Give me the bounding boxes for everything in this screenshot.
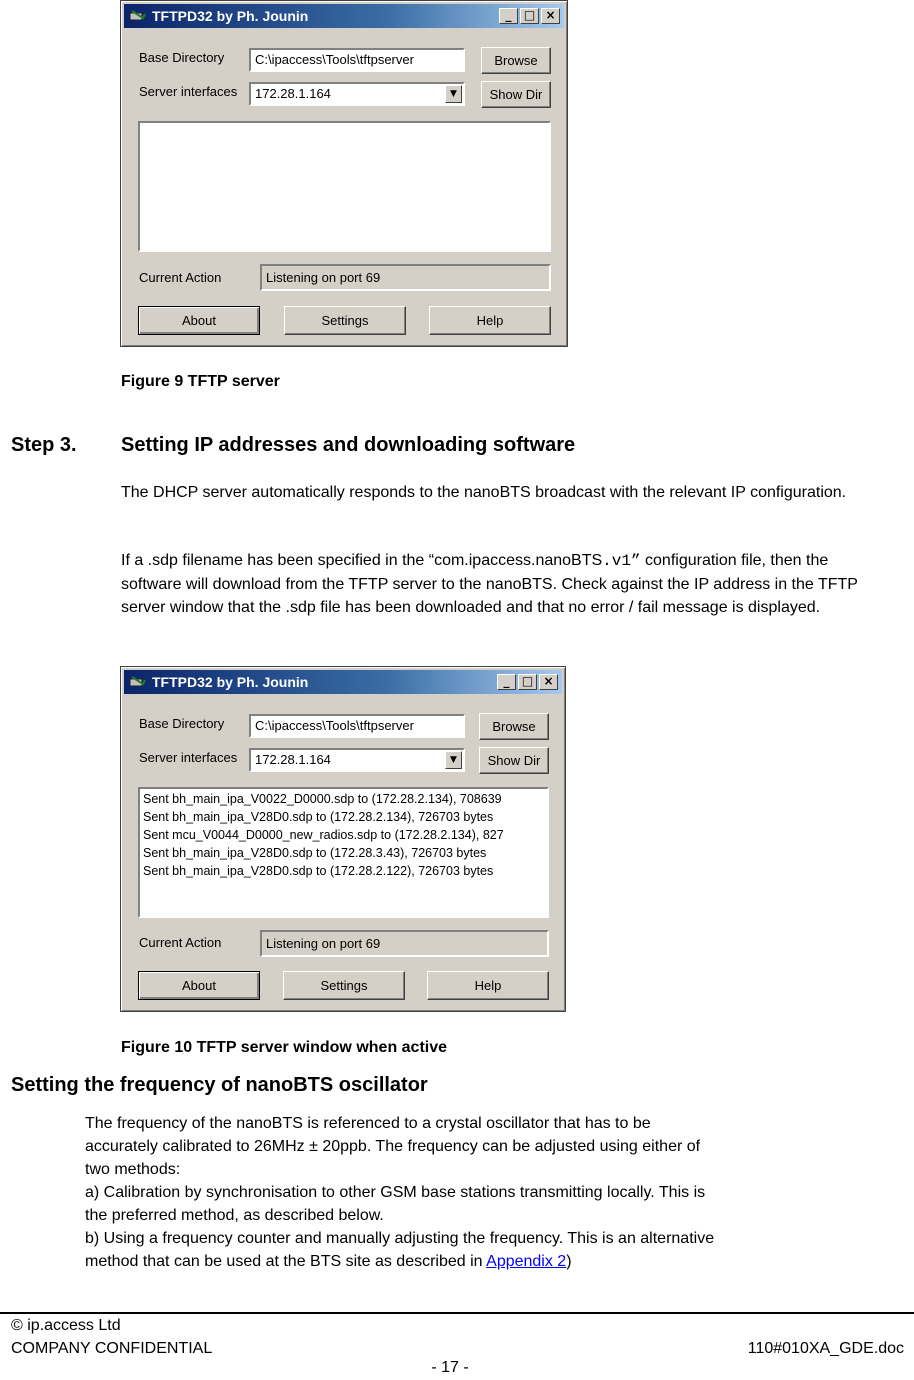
window-titlebar[interactable]	[124, 670, 562, 694]
footer-doc-id: 110#010XA_GDE.doc	[747, 1340, 904, 1357]
tftpd-app-icon	[129, 9, 147, 23]
help-button[interactable]: Help	[427, 971, 549, 1000]
base-directory-label: Base Directory	[139, 50, 225, 65]
footer-rule	[0, 1312, 914, 1314]
window-title: TFTPD32 by Ph. Jounin	[152, 674, 309, 690]
dropdown-arrow-icon[interactable]: ▼	[445, 85, 462, 103]
close-button[interactable]: ×	[539, 674, 558, 690]
oscillator-line: two methods:	[85, 1161, 181, 1178]
server-interfaces-value: 172.28.1.164	[255, 752, 331, 767]
log-line: Sent mcu_V0044_D0000_new_radios.sdp to (172.28.2.134), 827	[143, 828, 504, 842]
server-interfaces-value: 172.28.1.164	[255, 86, 331, 101]
base-directory-label: Base Directory	[139, 716, 225, 731]
log-line: Sent bh_main_ipa_V0022_D0000.sdp to (172.28.2.134), 708639	[143, 792, 502, 806]
step3-paragraph-1: The DHCP server automatically responds to the nanoBTS broadcast with the relevant IP configuration.	[121, 484, 847, 501]
oscillator-line: the preferred method, as described below.	[85, 1207, 384, 1224]
maximize-button[interactable]: □	[520, 8, 539, 24]
footer-page-number: - 17 -	[431, 1359, 469, 1376]
about-button[interactable]: About	[138, 306, 260, 335]
oscillator-line-last	[85, 1250, 895, 1273]
current-action-field: Listening on port 69	[260, 264, 551, 291]
oscillator-line-text: method that can be used at the BTS site as described in	[85, 1253, 487, 1270]
minimize-button[interactable]: _	[499, 8, 518, 24]
settings-button[interactable]: Settings	[284, 306, 406, 335]
base-directory-field[interactable]: C:\ipaccess\Tools\tftpserver	[249, 714, 465, 738]
server-interfaces-label: Server interfaces	[139, 750, 238, 765]
config-file-extension: .v1”	[602, 552, 641, 570]
server-interfaces-label: Server interfaces	[139, 84, 238, 99]
closing-paren: )	[566, 1253, 572, 1270]
current-action-label: Current Action	[139, 935, 222, 950]
server-interfaces-select[interactable]	[249, 748, 465, 772]
dropdown-arrow-icon[interactable]: ▼	[445, 751, 462, 769]
tftpd32-window-idle	[120, 0, 568, 347]
footer-copyright: © ip.access Ltd	[11, 1317, 121, 1334]
figure-10-caption: Figure 10 TFTP server window when active	[121, 1039, 448, 1056]
log-line: Sent bh_main_ipa_V28D0.sdp to (172.28.3.43), 726703 bytes	[143, 846, 487, 860]
oscillator-line: a) Calibration by synchronisation to other GSM base stations transmitting locally. This is	[85, 1184, 706, 1201]
log-line: Sent bh_main_ipa_V28D0.sdp to (172.28.2.134), 726703 bytes	[143, 810, 494, 824]
transfer-log[interactable]	[138, 787, 549, 918]
browse-button[interactable]: Browse	[481, 47, 551, 74]
server-interfaces-select[interactable]	[249, 82, 465, 106]
figure-9-caption: Figure 9 TFTP server	[121, 373, 280, 390]
oscillator-line: The frequency of the nanoBTS is referenced to a crystal oscillator that has to be	[85, 1115, 651, 1132]
step3-para2-rest: configuration file, then the software will download from the TFTP server to the nanoBTS. Check against the IP address in the TFTP server window that the .sdp file has been downloaded and that no error / fail message is displayed.	[121, 552, 858, 616]
oscillator-line: accurately calibrated to 26MHz ± 20ppb. The frequency can be adjusted using either of	[85, 1138, 701, 1155]
step-title: Setting IP addresses and downloading software	[121, 434, 576, 456]
window-titlebar[interactable]	[124, 4, 564, 28]
settings-button[interactable]: Settings	[283, 971, 405, 1000]
log-line: Sent bh_main_ipa_V28D0.sdp to (172.28.2.122), 726703 bytes	[143, 864, 494, 878]
show-dir-button[interactable]: Show Dir	[481, 81, 551, 108]
step3-paragraph-2	[121, 549, 891, 619]
close-button[interactable]: ×	[541, 8, 560, 24]
tftpd-app-icon	[129, 675, 147, 689]
maximize-button[interactable]: □	[518, 674, 537, 690]
browse-button[interactable]: Browse	[479, 713, 549, 740]
step3-para2-text: If a .sdp filename has been specified in the “com.ipaccess.nanoBTS	[121, 552, 603, 569]
help-button[interactable]: Help	[429, 306, 551, 335]
section-heading: Setting the frequency of nanoBTS oscillator	[11, 1074, 428, 1096]
tftpd32-window-active	[120, 666, 566, 1012]
base-directory-field[interactable]: C:\ipaccess\Tools\tftpserver	[249, 48, 465, 72]
step-number: Step 3.	[11, 434, 77, 456]
oscillator-paragraph	[85, 1112, 895, 1273]
window-title: TFTPD32 by Ph. Jounin	[152, 8, 309, 24]
transfer-log[interactable]	[138, 121, 551, 252]
show-dir-button[interactable]: Show Dir	[479, 747, 549, 774]
minimize-button[interactable]: _	[497, 674, 516, 690]
about-button[interactable]: About	[138, 971, 260, 1000]
appendix-2-link[interactable]: Appendix 2	[486, 1253, 567, 1270]
oscillator-line: b) Using a frequency counter and manually adjusting the frequency. This is an alternative	[85, 1230, 715, 1247]
footer-confidential: COMPANY CONFIDENTIAL	[11, 1340, 213, 1357]
current-action-field: Listening on port 69	[260, 930, 549, 957]
current-action-label: Current Action	[139, 270, 222, 285]
